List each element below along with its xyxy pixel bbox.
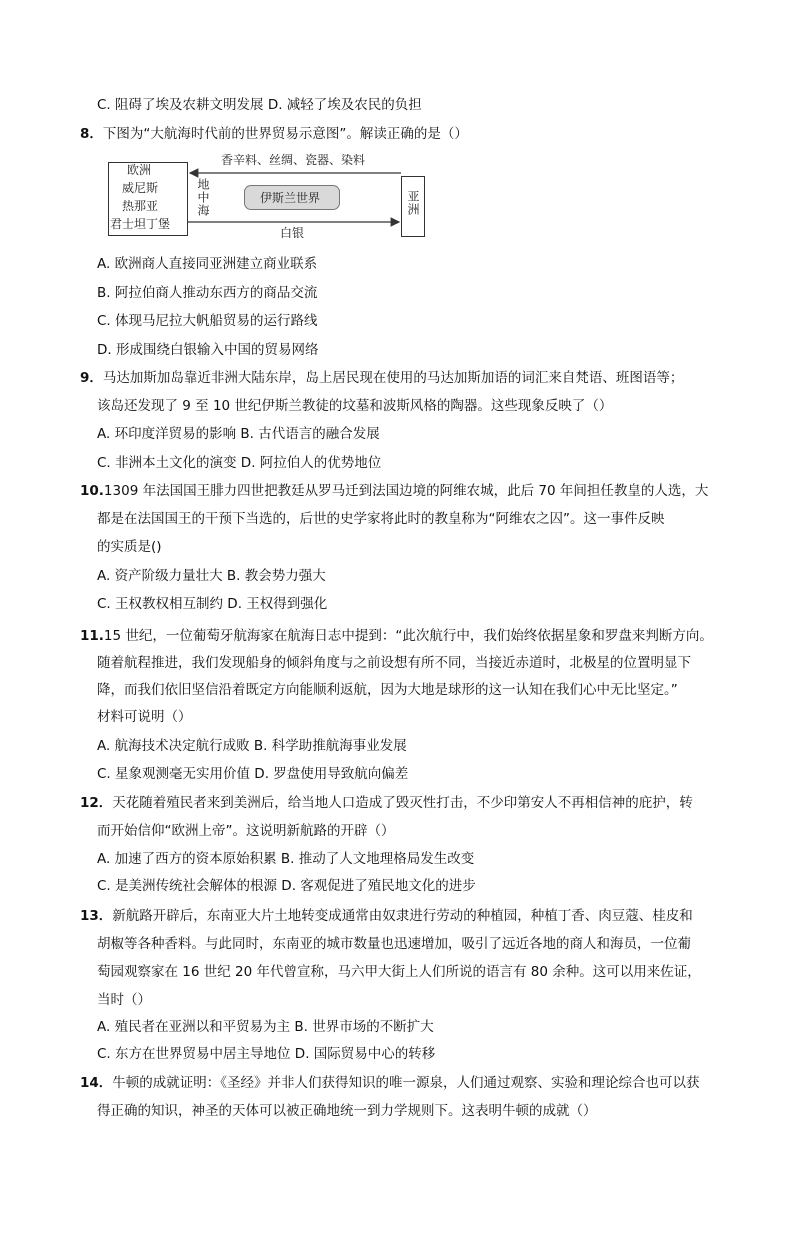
q9-stem-text-1: 马达加斯加岛靠近非洲大陆东岸，岛上居民现在使用的马达加斯加语的词汇来自梵语、班图语等； [102,370,684,386]
silver-label: 白银 [280,226,305,240]
q10-stem-text-1: 1309 年法国国王腓力四世把教廷从罗马迁到法国边境的阿维农城，此后 70 年间担任教皇的人选，大 [103,483,709,499]
trade-diagram [108,150,424,242]
islamic-world-label: 伊斯兰世界 [260,191,321,205]
q11-stem-line-2: 随着航程推进，我们发现船身的倾斜角度与之前设想有所不同，当接近赤道时，北极星的位置明显下 [97,655,691,671]
q9-stem-line-1 [80,368,683,388]
q13-stem-line-1 [80,906,693,926]
q7-options-cd [97,95,422,115]
asia-label: 亚洲 [406,190,420,216]
q8-number: 8． [80,126,103,142]
q13-options-cd: C. 东方在世界贸易中居主导地位 D. 国际贸易中心的转移 [97,1046,436,1062]
q10-stem-line-2: 都是在法国国王的干预下当选的，后世的史学家将此时的教皇称为“阿维农之囚”。这一事件反映 [97,511,665,527]
q10-stem-line-3: 的实质是() [97,539,162,555]
q12-stem-line-1 [80,793,693,813]
constantinople-label: 君士坦丁堡 [110,217,171,231]
mediterranean-label: 地中海 [196,178,210,217]
goods-label: 香辛料、丝绸、瓷器、染料 [221,153,366,167]
q13-options-ab: A. 殖民者在亚洲以和平贸易为主 B. 世界市场的不断扩大 [97,1019,434,1035]
q11-stem-line-3: 降，而我们依旧坚信沿着既定方向能顺利返航，因为大地是球形的这一认知在我们心中无比坚定。” [97,682,678,698]
q13-stem-line-3: 萄园观察家在 16 世纪 20 年代曾宣称，马六甲大街上人们所说的语言有 80 余种。这可以用来佐证， [97,964,701,980]
venice-label: 威尼斯 [122,181,159,195]
q8-option-c: C. 体现马尼拉大帆船贸易的运行路线 [97,313,318,329]
q11-number: 11. [80,628,104,644]
q11-options-cd: C. 星象观测毫无实用价值 D. 罗盘使用导致航向偏差 [97,766,409,782]
q11-stem-line-4: 材料可说明（） [97,709,192,725]
q10-options-cd: C. 王权教权相互制约 D. 王权得到强化 [97,596,328,612]
genoa-label: 热那亚 [122,199,159,213]
q8-option-a: A. 欧洲商人直接同亚洲建立商业联系 [97,256,318,272]
q10-number: 10. [80,483,104,499]
q7-option-c: C. 阻碍了埃及农耕文明发展 [97,97,264,113]
q11-stem-line-1 [80,626,713,646]
q7-option-d: D. 减轻了埃及农民的负担 [267,97,422,113]
q13-stem-text-1: 新航路开辟后，东南亚大片土地转变成通常由奴隶进行劳动的种植园，种植丁香、肉豆蔻、桂皮和 [112,908,693,924]
europe-label: 欧洲 [127,163,152,177]
q9-stem-line-2: 该岛还发现了 9 至 10 世纪伊斯兰教徒的坟墓和波斯风格的陶器。这些现象反映了（） [97,398,613,414]
q12-stem-line-2: 而开始信仰“欧洲上帝”。这说明新航路的开辟（） [97,823,395,839]
q14-stem-text-1: 牛顿的成就证明：《圣经》并非人们获得知识的唯一源泉，人们通过观察、实验和理论综合也可以获 [112,1075,700,1091]
q9-options-cd: C. 非洲本土文化的演变 D. 阿拉伯人的优势地位 [97,455,382,471]
q12-number: 12． [80,795,113,811]
q14-stem-line-1 [80,1073,700,1093]
q12-stem-text-1: 天花随着殖民者来到美洲后，给当地人口造成了毁灭性打击，不少印第安人不再相信神的庇护，转 [112,795,693,811]
q9-number: 9． [80,370,103,386]
q13-stem-line-2: 胡椒等各种香料。与此同时，东南亚的城市数量也迅速增加，吸引了远近各地的商人和海员，一位葡 [97,936,691,952]
q13-number: 13． [80,908,113,924]
q8-option-d: D. 形成围绕白银输入中国的贸易网络 [97,342,319,358]
q12-options-ab: A. 加速了西方的资本原始积累 B. 推动了人文地理格局发生改变 [97,851,475,867]
q8-stem-text: 下图为“大航海时代前的世界贸易示意图”。解读正确的是（） [102,126,468,142]
q8-option-b: B. 阿拉伯商人推动东西方的商品交流 [97,285,318,301]
q10-options-ab: A. 资产阶级力量壮大 B. 教会势力强大 [97,568,326,584]
q10-stem-line-1 [80,481,708,501]
q9-options-ab: A. 环印度洋贸易的影响 B. 古代语言的融合发展 [97,426,380,442]
q8-stem [80,124,468,144]
q14-number: 14． [80,1075,113,1091]
q14-stem-line-2: 得正确的知识，神圣的天体可以被正确地统一到力学规则下。这表明牛顿的成就（） [97,1103,597,1119]
q13-stem-line-4: 当时（） [97,992,151,1008]
q11-options-ab: A. 航海技术决定航行成败 B. 科学助推航海事业发展 [97,738,407,754]
q11-stem-text-1: 15 世纪，一位葡萄牙航海家在航海日志中提到：“此次航行中，我们始终依据星象和罗盘来判断方向。 [103,628,713,644]
q12-options-cd: C. 是美洲传统社会解体的根源 D. 客观促进了殖民地文化的进步 [97,878,476,894]
